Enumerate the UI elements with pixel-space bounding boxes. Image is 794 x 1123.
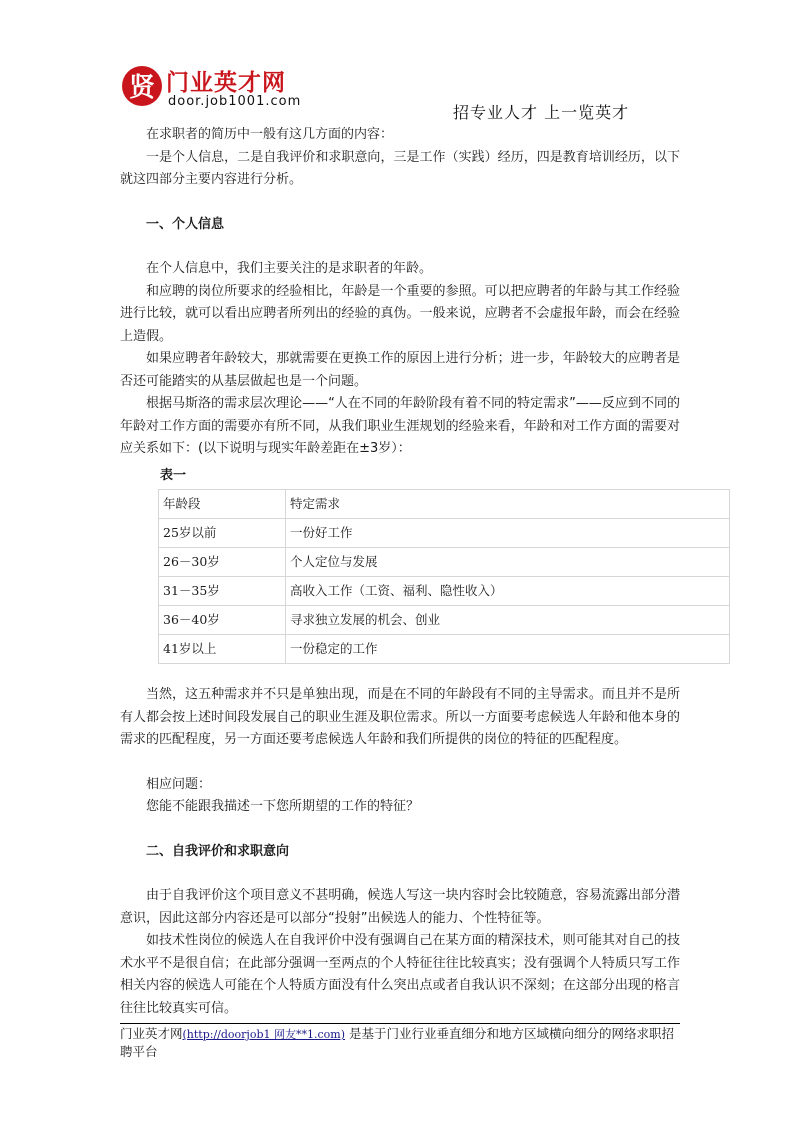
table-cell-age: 25岁以前	[159, 519, 286, 548]
table-cell-need: 一份稳定的工作	[286, 635, 730, 664]
table-cell-age: 31－35岁	[159, 577, 286, 606]
table-header-cell: 年龄段	[159, 490, 286, 519]
question-label: 相应问题：	[146, 776, 212, 792]
table-row	[159, 635, 730, 664]
page-footer	[120, 1025, 685, 1060]
logo-site-url: door.job1001.com	[168, 94, 302, 109]
footer-site-link[interactable]: (http://doorjob1 网友**1.com)	[182, 1028, 346, 1041]
table-header-row	[159, 490, 730, 519]
table-header-cell: 特定需求	[286, 490, 730, 519]
document-body	[120, 124, 680, 1020]
section-2-paragraph-2: 如技术性岗位的候选人在自我评价中没有强调自己在某方面的精深技术，则可能其对自己的技术水平不是很自信；在此部分强调一至两点的个人特征往往比较真实；没有强调个人特质只写工作相关内容的候选人可能在个人特质方面没有什么突出点或者自我认识不深刻；在这部分出现的格言往往比较真实可信。	[120, 933, 680, 1016]
logo-emblem-icon	[120, 60, 164, 110]
table-cell-need: 高收入工作（工资、福利、隐性收入）	[286, 577, 730, 606]
table-cell-need: 寻求独立发展的机会、创业	[286, 606, 730, 635]
question-text: 您能不能跟我描述一下您所期望的工作的特征？	[146, 799, 420, 814]
header-slogan: 招专业人才 上一览英才	[453, 103, 630, 122]
age-needs-table	[158, 489, 730, 664]
table-caption: 表一	[160, 467, 187, 483]
after-table-paragraph: 当然，这五种需求并不只是单独出现，而是在不同的年龄段有不同的主导需求。而且并不是所有人都会按上述时间段发展自己的职业生涯及职位需求。所以一方面要考虑候选人年龄和他本身的需求的匹配程度，另一方面还要考虑候选人年龄和我们所提供的岗位的特征的匹配程度。	[120, 687, 680, 747]
section-2-heading: 二、自我评价和求职意向	[146, 843, 290, 859]
table-cell-age: 41岁以上	[159, 635, 286, 664]
section-1-paragraph-2: 和应聘的岗位所要求的经验相比，年龄是一个重要的参照。可以把应聘者的年龄与其工作经验进行比较，就可以看出应聘者所列出的经验的真伪。一般来说，应聘者不会虚报年龄，而会在经验上造假。	[120, 283, 680, 344]
footer-description: 是基于门业行业垂直细分和地方区域横向细分的网络求职招聘平台	[120, 1026, 675, 1059]
section-2-paragraph-1: 由于自我评价这个项目意义不甚明确，候选人写这一块内容时会比较随意，容易流露出部分潜意识，因此这部分内容还是可以部分“投射”出候选人的能力、个性特征等。	[120, 888, 680, 926]
footer-site-name: 门业英才网	[120, 1026, 183, 1041]
table-cell-age: 26－30岁	[159, 548, 286, 577]
footer-divider	[120, 1023, 680, 1024]
table-cell-age: 36－40岁	[159, 606, 286, 635]
table-cell-need: 个人定位与发展	[286, 548, 730, 577]
table-row	[159, 548, 730, 577]
table-row	[159, 606, 730, 635]
logo-site-name: 门业英才网	[166, 70, 286, 96]
table-row	[159, 577, 730, 606]
intro-line-1: 在求职者的简历中一般有这几方面的内容：	[146, 127, 394, 142]
section-1-paragraph-1: 在个人信息中，我们主要关注的是求职者的年龄。	[146, 261, 433, 276]
site-logo[interactable]	[120, 60, 360, 120]
intro-line-2: 一是个人信息，二是自我评价和求职意向，三是工作（实践）经历，四是教育培训经历，以下就这四部分主要内容进行分析。	[120, 149, 680, 187]
section-1-paragraph-4: 根据马斯洛的需求层次理论——“人在不同的年龄阶段有着不同的特定需求”——反应到不同的年龄对工作方面的需要亦有所不同，从我们职业生涯规划的经验来看，年龄和对工作方面的需要对应关系如下：(以下说明与现实年龄差距在±3岁）：	[120, 396, 680, 456]
logo-emblem-char: 贤	[128, 73, 156, 103]
table-row	[159, 519, 730, 548]
section-1-paragraph-3: 如果应聘者年龄较大，那就需要在更换工作的原因上进行分析；进一步，年龄较大的应聘者是否还可能踏实的从基层做起也是一个问题。	[120, 351, 680, 389]
table-cell-need: 一份好工作	[286, 519, 730, 548]
section-1-heading: 一、个人信息	[146, 216, 225, 232]
